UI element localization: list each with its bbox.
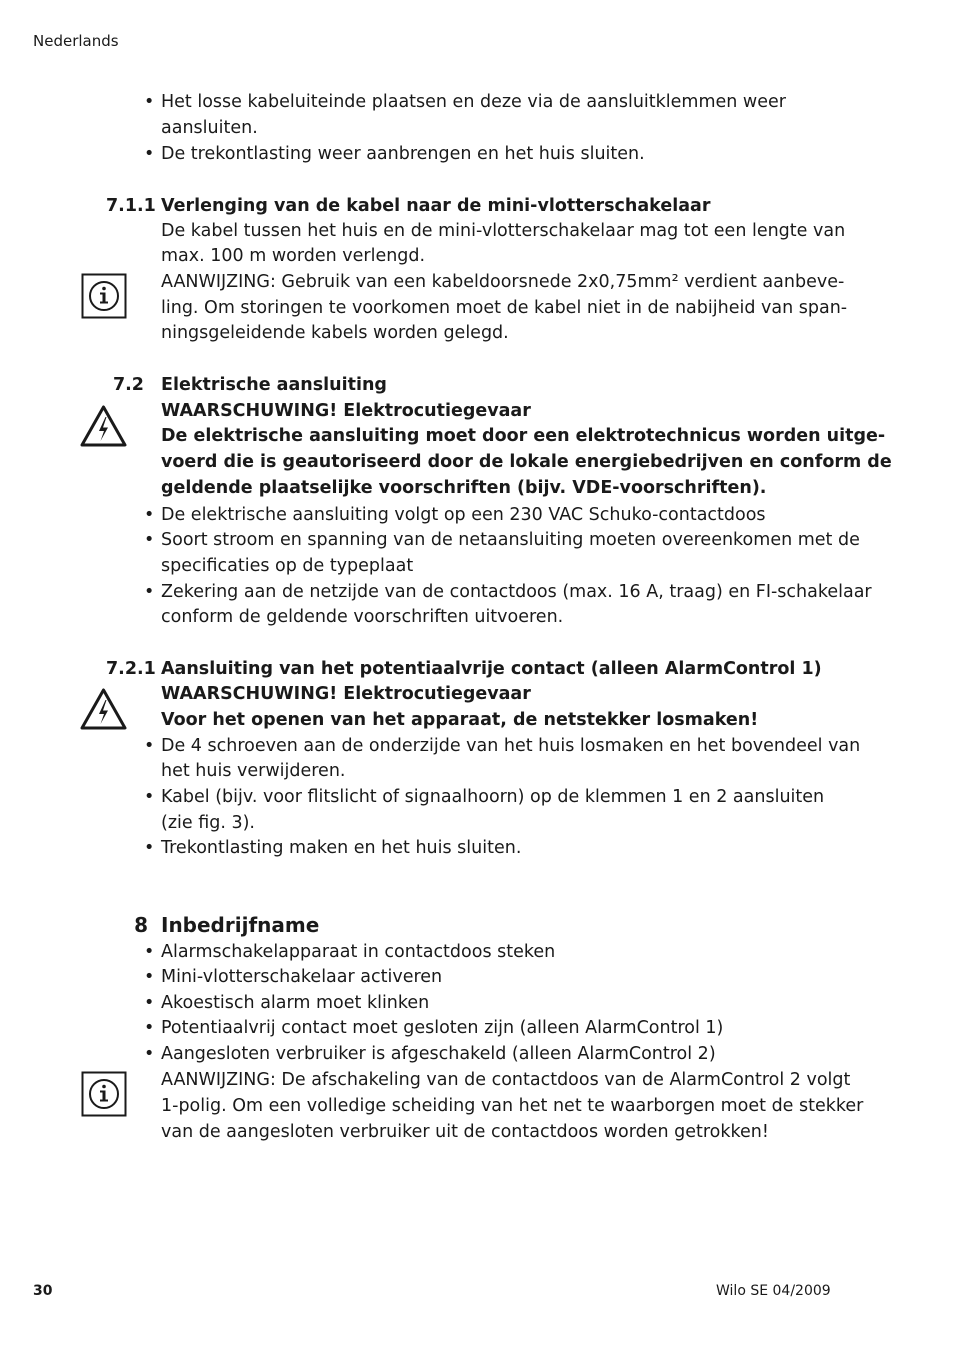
paragraph-line: De kabel tussen het huis en de mini-vlotterschakelaar mag tot een lengte van (161, 221, 846, 241)
list-item: De 4 schroeven aan de onderzijde van het huis losmaken en het bovendeel van (161, 736, 861, 756)
note-line: 1-polig. Om een volledige scheiding van het net te waarborgen moet de stekker (161, 1096, 864, 1116)
list-item: Zekering aan de netzijde van de contactdoos (max. 16 A, traag) en FI-schakelaar (161, 582, 872, 602)
list-item-continued: specificaties op de typeplaat (161, 556, 414, 576)
language-header: Nederlands (33, 32, 119, 50)
info-icon (81, 273, 127, 319)
bullet-marker: • (144, 582, 155, 602)
bullet-marker: • (144, 144, 155, 164)
bullet-marker: • (144, 530, 155, 550)
section-number: 7.2.1 (106, 659, 156, 679)
list-item: De elektrische aansluiting volgt op een 230 VAC Schuko-contactdoos (161, 505, 766, 525)
list-item-continued: conform de geldende voorschriften uitvoeren. (161, 607, 564, 627)
list-item: Akoestisch alarm moet klinken (161, 993, 430, 1013)
warning-text: De elektrische aansluiting moet door een elektrotechnicus worden uitge- (161, 426, 886, 446)
warning-text: Voor het openen van het apparaat, de netstekker losmaken! (161, 710, 759, 730)
list-item-continued: het huis verwijderen. (161, 761, 346, 781)
warning-text: geldende plaatselijke voorschriften (bijv. VDE-voorschriften). (161, 478, 767, 498)
list-item-continued: (zie fig. 3). (161, 813, 255, 833)
list-item: De trekontlasting weer aanbrengen en het huis sluiten. (161, 144, 645, 164)
list-item: Aangesloten verbruiker is afgeschakeld (alleen AlarmControl 2) (161, 1044, 716, 1064)
bullet-marker: • (144, 505, 155, 525)
section-heading: Verlenging van de kabel naar de mini-vlotterschakelaar (161, 196, 711, 216)
section-heading: Aansluiting van het potentiaalvrije contact (alleen AlarmControl 1) (161, 659, 822, 679)
section-number: 7.2 (112, 375, 144, 395)
bullet-marker: • (144, 1044, 155, 1064)
bullet-marker: • (144, 736, 155, 756)
footer-brand: Wilo SE 04/2009 (716, 1283, 831, 1299)
bullet-marker: • (144, 993, 155, 1013)
list-item: Mini-vlotterschakelaar activeren (161, 967, 443, 987)
list-item: Trekontlasting maken en het huis sluiten. (161, 838, 522, 858)
section-heading: Elektrische aansluiting (161, 375, 387, 395)
bullet-marker: • (144, 92, 155, 112)
warning-electric-icon (80, 405, 127, 447)
list-item-continued: aansluiten. (161, 118, 258, 138)
bullet-marker: • (144, 942, 155, 962)
warning-electric-icon (80, 688, 127, 730)
note-line: AANWIJZING: De afschakeling van de contactdoos van de AlarmControl 2 volgt (161, 1070, 851, 1090)
chapter-number: 8 (134, 913, 148, 937)
note-line: ningsgeleidende kabels worden gelegd. (161, 323, 509, 343)
chapter-heading: Inbedrijfname (161, 913, 320, 937)
note-line: ling. Om storingen te voorkomen moet de kabel niet in de nabijheid van span- (161, 298, 848, 318)
bullet-marker: • (144, 787, 155, 807)
list-item: Het losse kabeluiteinde plaatsen en deze via de aansluitklemmen weer (161, 92, 786, 112)
note-line: van de aangesloten verbruiker uit de contactdoos worden getrokken! (161, 1122, 769, 1142)
warning-title: WAARSCHUWING! Elektrocutiegevaar (161, 684, 531, 704)
info-icon (81, 1071, 127, 1117)
section-number: 7.1.1 (106, 196, 156, 216)
bullet-marker: • (144, 967, 155, 987)
bullet-marker: • (144, 838, 155, 858)
warning-title: WAARSCHUWING! Elektrocutiegevaar (161, 401, 531, 421)
paragraph-line: max. 100 m worden verlengd. (161, 246, 426, 266)
list-item: Kabel (bijv. voor flitslicht of signaalhoorn) op de klemmen 1 en 2 aansluiten (161, 787, 825, 807)
note-line: AANWIJZING: Gebruik van een kabeldoorsnede 2x0,75mm² verdient aanbeve- (161, 272, 845, 292)
warning-text: voerd die is geautoriseerd door de lokale energiebedrijven en conform de (161, 452, 892, 472)
bullet-marker: • (144, 1018, 155, 1038)
list-item: Potentiaalvrij contact moet gesloten zijn (alleen AlarmControl 1) (161, 1018, 724, 1038)
page-number: 30 (33, 1283, 53, 1299)
list-item: Alarmschakelapparaat in contactdoos steken (161, 942, 556, 962)
list-item: Soort stroom en spanning van de netaansluiting moeten overeenkomen met de (161, 530, 860, 550)
